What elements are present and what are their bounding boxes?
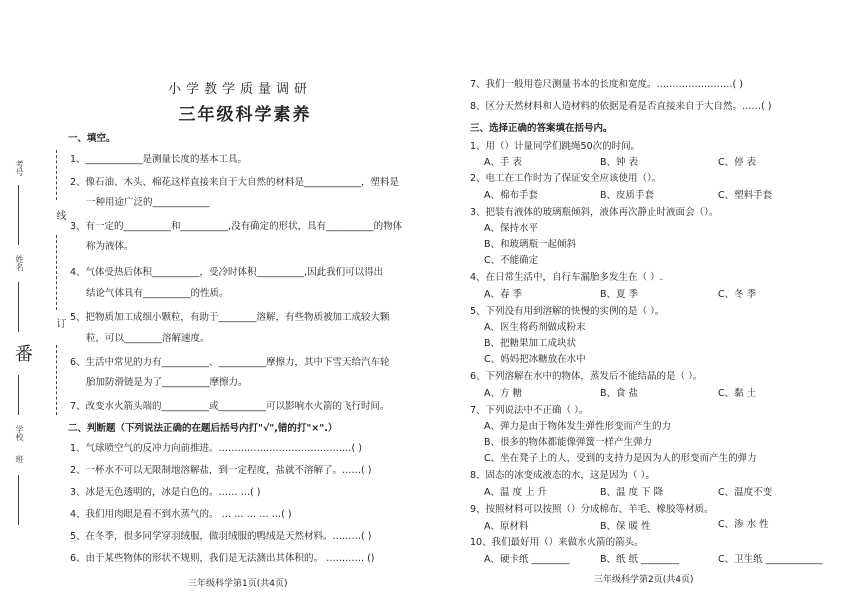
choice-option: C、不能确定 (484, 255, 539, 266)
line-mark: 线 (54, 210, 65, 220)
choice-option: C、停 表 (718, 157, 757, 168)
choice-question: 5、下列没有用到溶解的快慢的实例的是（ ）。 (470, 306, 665, 317)
judge-item: 2、一杯水不可以无限制地溶解盐，到一定程度，盐就不溶解了。……( ) (70, 465, 372, 476)
choice-option: A、方 糖 (484, 388, 523, 399)
question-text: 7、改变水火箭头端的__________或__________可以影响水火箭的飞行时间。 (70, 401, 390, 412)
question-text: 2、像石油、木头、棉花这样直接来自于大自然的材料是____________，塑料是 (70, 177, 400, 188)
margin-rule (18, 185, 19, 245)
choice-option: B、皮质手套 (600, 190, 655, 201)
margin-rule (18, 375, 19, 415)
fan-char: 番 (15, 344, 33, 365)
margin-rule (18, 475, 19, 525)
section-fill-blank: 一、填空。 (68, 133, 116, 144)
choice-option: A、硬卡纸 ________ (484, 554, 570, 565)
class-label: 班 (15, 455, 24, 463)
question-text: 3、有一定的__________和__________,没有确定的形状，具有__________的物体 (70, 221, 403, 232)
choice-option: A、保持水平 (484, 223, 538, 234)
question-text: 粒，可以________溶解速度。 (86, 333, 210, 344)
section-choice: 三、选择正确的答案填在括号内。 (470, 123, 613, 134)
choice-option: C、坐在凳子上的人，受到的支持力是因为人的形变而产生的弹力 (484, 453, 757, 464)
exam-title: 小学教学质量调研 (167, 82, 312, 97)
choice-question: 6、下列溶解在水中的物体，蒸发后不能结晶的是（ ）。 (470, 371, 703, 382)
question-text: 5、把物质加工成细小颗粒，有助于________溶解，有些物质被加工成较大颗 (70, 312, 390, 323)
question-text: 4、气体受热后体积__________，受冷时体积__________,因此我们可以得出 (70, 267, 384, 278)
exam-subtitle: 三年级科学素养 (178, 105, 312, 125)
choice-option: B、和玻璃瓶一起倾斜 (484, 239, 577, 250)
choice-option: B、保 暖 性 (600, 521, 651, 532)
choice-option: C、黏 土 (718, 388, 757, 399)
ding-mark: 订 (54, 318, 65, 328)
cut-line (56, 235, 57, 310)
choice-option: B、温 度 下 降 (600, 487, 664, 498)
judge-item: 4、我们用肉眼是看不到水蒸气的。 … … … … …( ) (70, 509, 292, 520)
judge-item: 6、由于某些物体的形状不规则，我们是无法测出其体积的。 ………… () (70, 553, 375, 564)
choice-option: A、棉布手套 (484, 190, 538, 201)
question-text: 结论气体具有__________的性质。 (86, 288, 229, 299)
choice-option: B、纸 纸 ________ (600, 554, 680, 565)
choice-option: C、塑料手套 (718, 190, 773, 201)
cut-line (56, 345, 57, 415)
judge-item: 1、气球喷空气的反冲力向前推进。……………………………………( ) (70, 443, 362, 454)
choice-option: A、春 季 (484, 289, 523, 300)
choice-option: B、夏 季 (600, 289, 639, 300)
school-label: 学校 (15, 425, 24, 441)
judge-item: 5、在冬季，很多同学穿羽绒服，做羽绒服的鸭绒是天然材料。………( ) (70, 531, 372, 542)
choice-option: C、妈妈把冰糖放在水中 (484, 354, 586, 365)
choice-option: A、原材料 (484, 521, 529, 532)
page-footer: 三年级科学第2页(共4页) (594, 575, 694, 585)
cut-line (56, 150, 57, 200)
choice-option: C、冬 季 (718, 289, 757, 300)
choice-question: 7、下列说法中不正确（ ）。 (470, 405, 589, 416)
choice-option: B、把糖果加工成块状 (484, 338, 577, 349)
choice-option: A、弹力是由于物体发生弹性形变而产生的力 (484, 421, 671, 432)
choice-question: 2、电工在工作时为了保证安全应该使用（）。 (470, 173, 662, 184)
question-text: 称为液体。 (86, 241, 134, 252)
choice-question: 8、固态的冰变成液态的水，这是因为（ ）。 (470, 470, 655, 481)
choice-option: B、钟 表 (600, 157, 639, 168)
judge-item: 7、我们一般用卷尺测量书本的长度和宽度。……………………( ) (470, 79, 743, 90)
choice-question: 1、用（）计量同学们跳绳50次的时间。 (470, 141, 641, 152)
margin-rule (18, 282, 19, 332)
choice-option: A、医生将药剂做成粉末 (484, 322, 586, 333)
choice-question: 10、我们最好用（）来做水火箭的箭头。 (470, 537, 644, 548)
choice-option: A、手 表 (484, 157, 523, 168)
question-text: 一种用途广泛的____________ (86, 197, 210, 208)
choice-option: C、温度不变 (718, 487, 773, 498)
name-label: 姓名 (15, 255, 24, 271)
choice-option: C、渗 水 性 (718, 519, 769, 530)
choice-question: 3、把装有液体的玻璃瓶倾斜，液体再次静止时液面会（）。 (470, 207, 719, 218)
exam-no-label: 考号 (15, 160, 24, 176)
section-true-false: 二、判断题（下列说法正确的在题后括号内打"√",错的打"×".） (68, 423, 338, 434)
judge-item: 3、冰是无色透明的，冰是白色的。…… …( ) (70, 487, 261, 498)
choice-question: 4、在日常生活中，自行车漏胎多发生在（ ）. (470, 272, 663, 283)
choice-question: 9、按照材料可以按照（）分成棉布、羊毛、橡胶等材质。 (470, 504, 714, 515)
choice-option: A、温 度 上 升 (484, 487, 548, 498)
judge-item: 8、区分天然材料和人造材料的依据是看是否直接来自于大自然。……( ) (470, 101, 772, 112)
question-text: 胎加防滑链是为了__________摩擦力。 (86, 377, 248, 388)
choice-option: B、很多的物体都能像弹簧一样产生弹力 (484, 437, 653, 448)
choice-option: B、食 盐 (600, 388, 639, 399)
page-footer: 三年级科学第1页(共4页) (188, 579, 288, 589)
question-text: 1、____________是测量长度的基本工具。 (70, 154, 248, 165)
question-text: 6、生活中常见的力有__________、__________摩擦力，其中下雪天给汽车轮 (70, 357, 390, 368)
choice-option: C、卫生纸 ____________ (718, 554, 823, 565)
